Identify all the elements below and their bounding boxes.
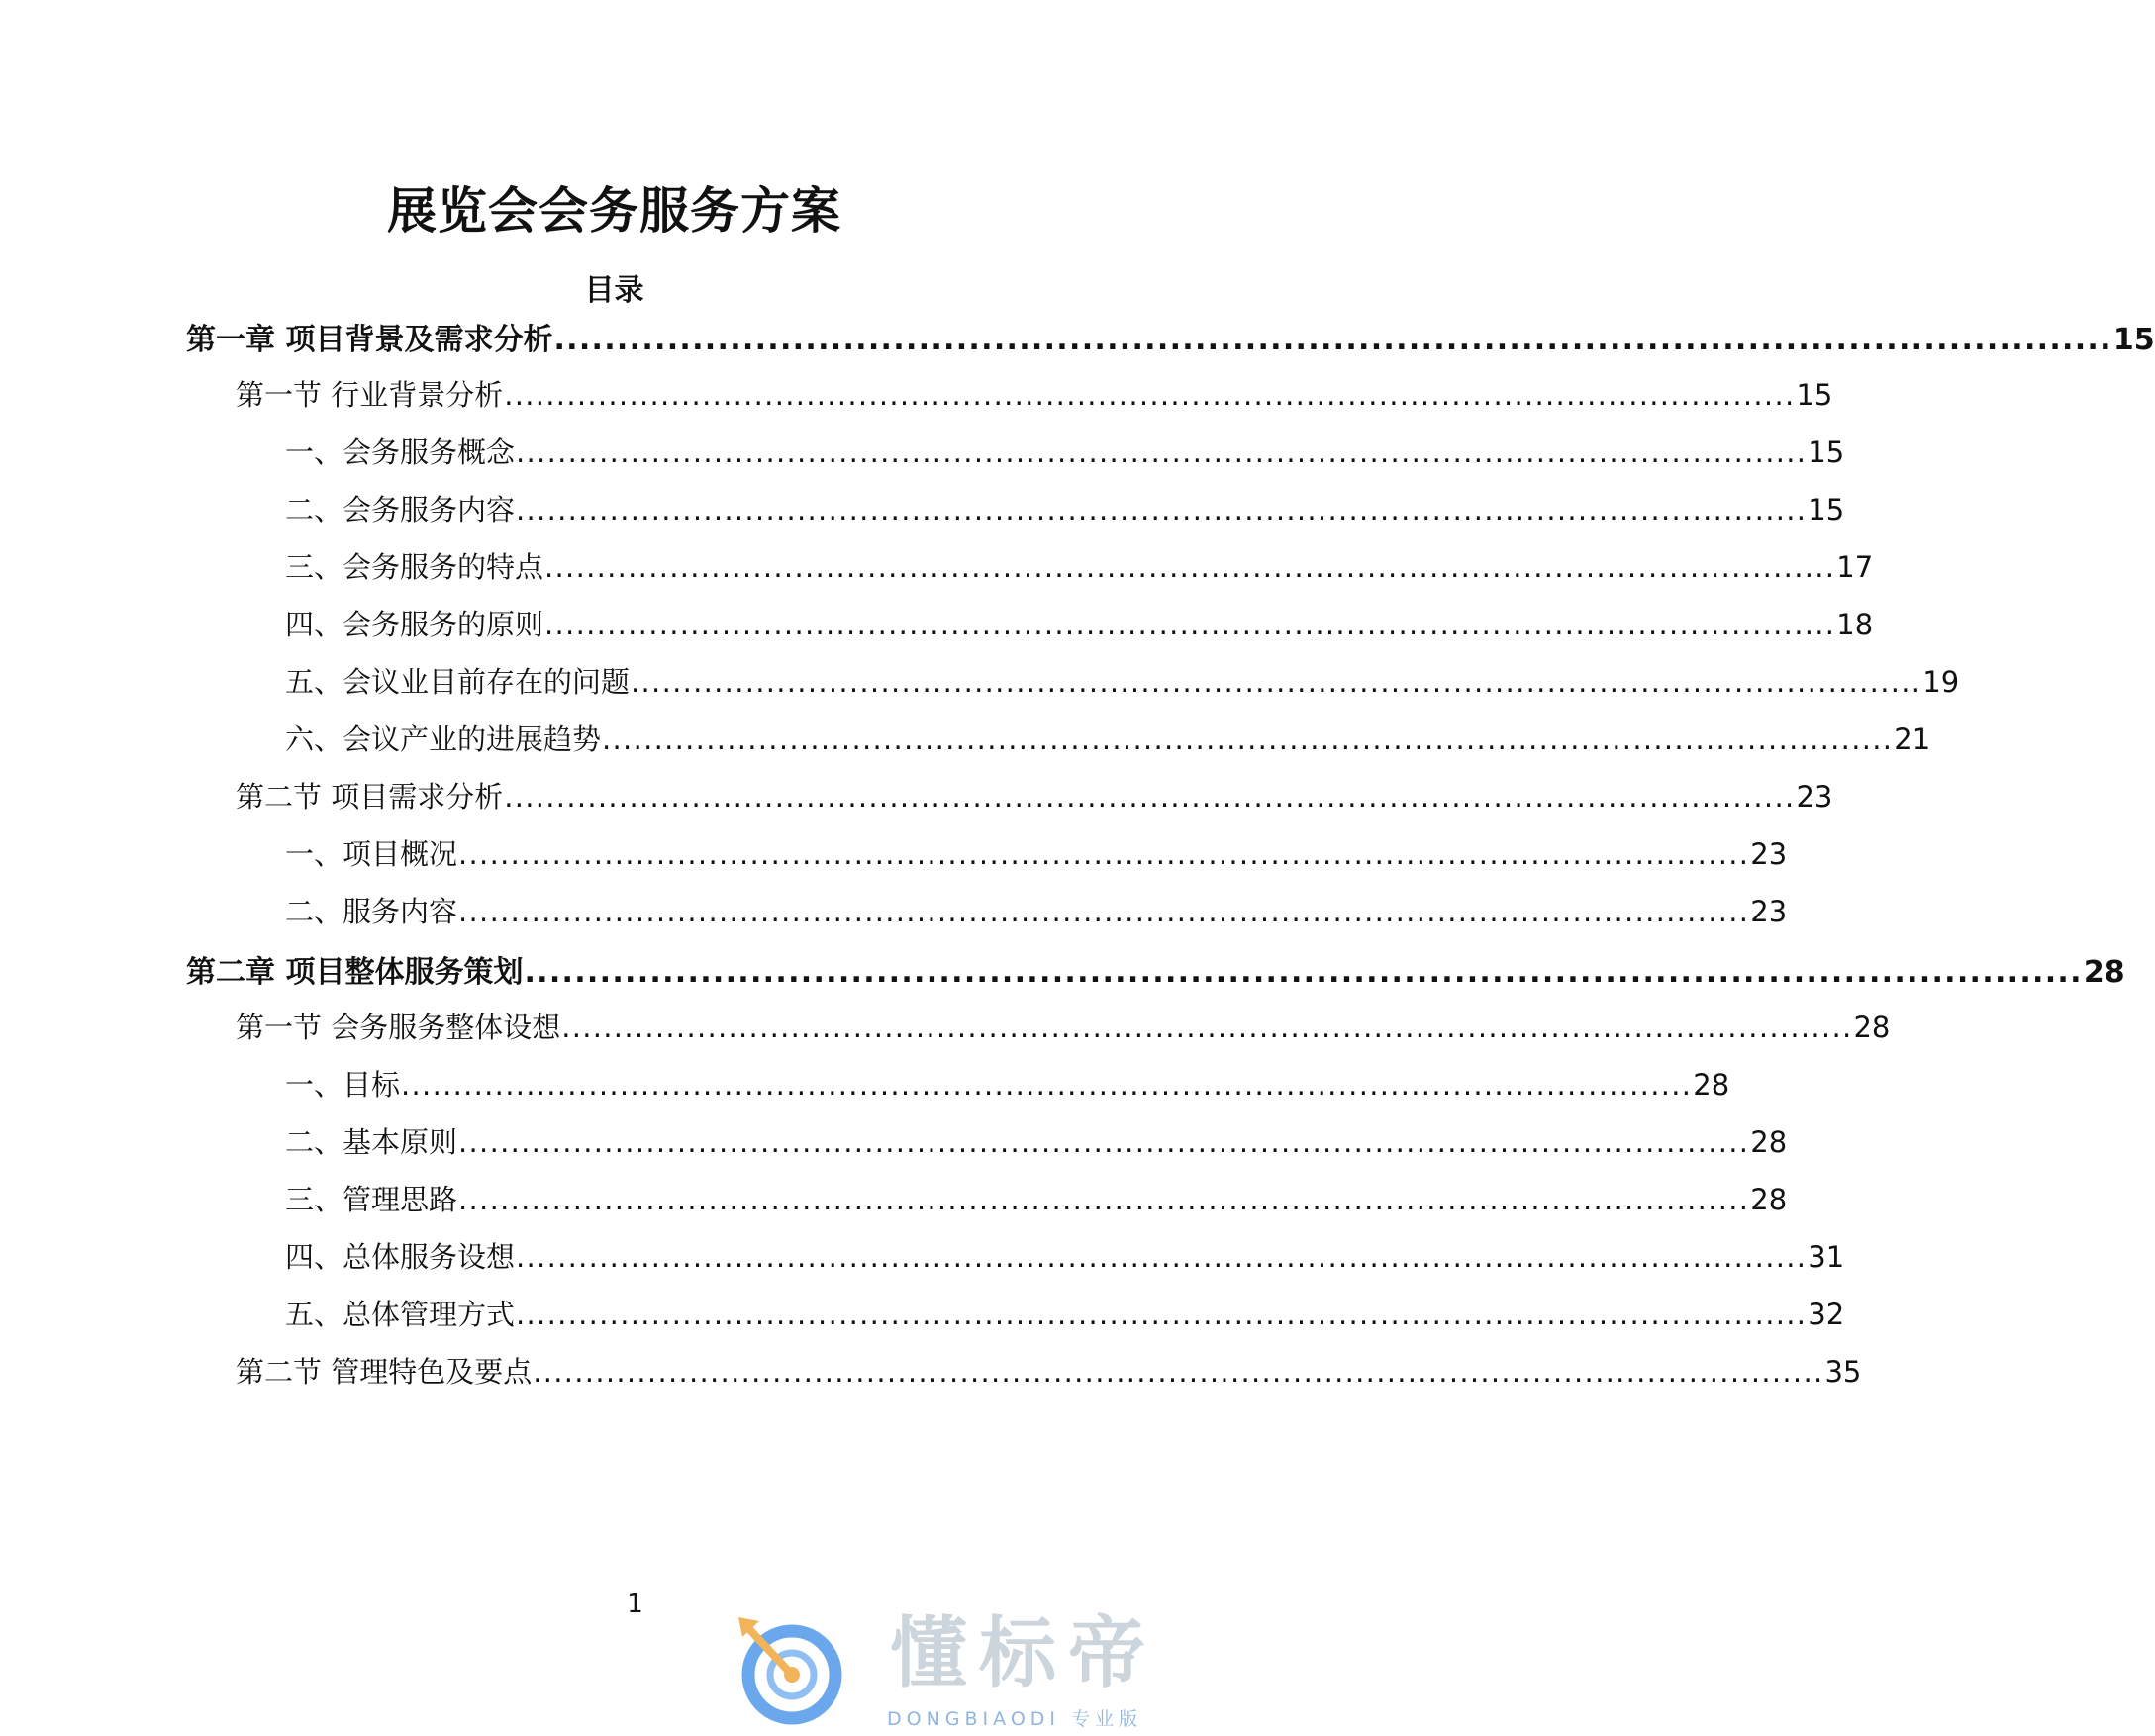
toc-entry-page: 15 (1808, 435, 1845, 469)
toc-entry-item[interactable] (285, 1120, 1788, 1162)
toc-entry-label: 四、会务服务的原则 (285, 608, 544, 641)
toc-entry-section[interactable] (236, 1006, 1891, 1047)
toc-dot-leader: ............................................................................................................................ (458, 895, 1750, 928)
toc-dot-leader: ............................................................................................................................ (544, 608, 1836, 641)
toc-entry-label: 一、会务服务概念 (285, 435, 516, 469)
toc-dot-leader: ............................................................................................................................ (401, 1068, 1693, 1102)
toc-dot-leader: ............................................................................................................................ (516, 435, 1808, 469)
toc-entry-item[interactable] (285, 1178, 1788, 1219)
toc-entry-label: 第二节 管理特色及要点 (236, 1355, 533, 1389)
toc-dot-leader: ............................................................................................................................ (458, 1125, 1750, 1159)
toc-entry-page: 23 (1750, 837, 1788, 871)
toc-dot-leader: ............................................................................................................................ (561, 1011, 1853, 1044)
toc-entry-page: 15 (1808, 493, 1845, 527)
toc-entry-item[interactable] (285, 832, 1788, 874)
toc-dot-leader: ............................................................................................................................ (516, 1298, 1808, 1331)
toc-entry-label: 第一章 项目背景及需求分析 (186, 323, 553, 357)
watermark-edition: 专业版 (1071, 1708, 1143, 1730)
toc-entry-item[interactable] (285, 545, 1874, 587)
toc-entry-page: 21 (1894, 723, 1931, 756)
toc-heading: 目录 (584, 273, 644, 308)
toc-dot-leader: ............................................................................................................................ (504, 780, 1796, 814)
toc-entry-item[interactable] (285, 431, 1845, 472)
toc-entry-label: 三、会务服务的特点 (285, 550, 544, 584)
toc-entry-item[interactable] (285, 660, 1960, 702)
toc-entry-chapter[interactable] (186, 947, 2125, 990)
toc-dot-leader: ............................................................................................................................ (524, 955, 2083, 990)
toc-dot-leader: ............................................................................................................................ (458, 837, 1750, 871)
toc-entry-page: 15 (2112, 323, 2155, 357)
toc-entry-page: 28 (2083, 955, 2125, 990)
toc-entry-item[interactable] (285, 718, 1931, 759)
toc-entry-section[interactable] (236, 1350, 1862, 1392)
watermark-latin-text: DONGBIAODI (887, 1708, 1061, 1730)
toc-entry-page: 35 (1824, 1355, 1862, 1389)
toc-entry-label: 一、项目概况 (285, 837, 458, 871)
toc-entry-page: 31 (1808, 1240, 1845, 1274)
toc-dot-leader: ............................................................................................................................ (553, 323, 2112, 357)
toc-dot-leader: ............................................................................................................................ (631, 665, 1922, 699)
toc-entry-item[interactable] (285, 1235, 1845, 1277)
toc-entry-label: 二、会务服务内容 (285, 493, 516, 527)
toc-dot-leader: ............................................................................................................................ (458, 1183, 1750, 1216)
toc-entry-page: 15 (1796, 378, 1833, 412)
toc-entry-label: 一、目标 (285, 1068, 401, 1102)
watermark (735, 1609, 1220, 1732)
toc-entry-label: 第一节 行业背景分析 (236, 378, 504, 412)
toc-entry-page: 28 (1693, 1068, 1730, 1102)
target-arrow-icon (735, 1615, 861, 1732)
toc-entry-label: 第二节 项目需求分析 (236, 780, 504, 814)
toc-entry-page: 28 (1853, 1011, 1891, 1044)
toc-entry-page: 28 (1750, 1125, 1788, 1159)
toc-entry-page: 28 (1750, 1183, 1788, 1216)
toc-entry-section[interactable] (236, 775, 1833, 817)
toc-entry-section[interactable] (236, 373, 1833, 415)
toc-entry-item[interactable] (285, 1293, 1845, 1334)
toc-entry-item[interactable] (285, 890, 1788, 931)
toc-entry-page: 23 (1796, 780, 1833, 814)
toc-dot-leader: ............................................................................................................................ (516, 1240, 1808, 1274)
toc-dot-leader: ............................................................................................................................ (516, 493, 1808, 527)
toc-entry-label: 第一节 会务服务整体设想 (236, 1011, 561, 1044)
toc-entry-chapter[interactable] (186, 315, 2155, 357)
toc-entry-page: 19 (1922, 665, 1960, 699)
page-number: 1 (627, 1590, 643, 1619)
toc-dot-leader: ............................................................................................................................ (544, 550, 1836, 584)
toc-dot-leader: ............................................................................................................................ (504, 378, 1796, 412)
toc-entry-label: 二、基本原则 (285, 1125, 458, 1159)
toc-entry-page: 17 (1836, 550, 1874, 584)
toc-entry-label: 五、会议业目前存在的问题 (285, 665, 631, 699)
toc-entry-label: 五、总体管理方式 (285, 1298, 516, 1331)
toc-dot-leader: ............................................................................................................................ (602, 723, 1894, 756)
toc-entry-item[interactable] (285, 603, 1874, 644)
toc-entry-page: 18 (1836, 608, 1874, 641)
toc-entry-label: 第二章 项目整体服务策划 (186, 955, 524, 990)
toc-dot-leader: ............................................................................................................................ (533, 1355, 1824, 1389)
document-title: 展览会会务服务方案 (387, 182, 841, 240)
watermark-brand-name: 懂标帝 (890, 1609, 1158, 1698)
toc-entry-item[interactable] (285, 1063, 1730, 1105)
toc-entry-label: 二、服务内容 (285, 895, 458, 928)
toc-entry-label: 三、管理思路 (285, 1183, 458, 1216)
toc-entry-item[interactable] (285, 488, 1845, 530)
toc-entry-label: 六、会议产业的进展趋势 (285, 723, 602, 756)
toc-entry-page: 32 (1808, 1298, 1845, 1331)
watermark-brand-latin (887, 1704, 1142, 1731)
toc-entry-page: 23 (1750, 895, 1788, 928)
toc-entry-label: 四、总体服务设想 (285, 1240, 516, 1274)
